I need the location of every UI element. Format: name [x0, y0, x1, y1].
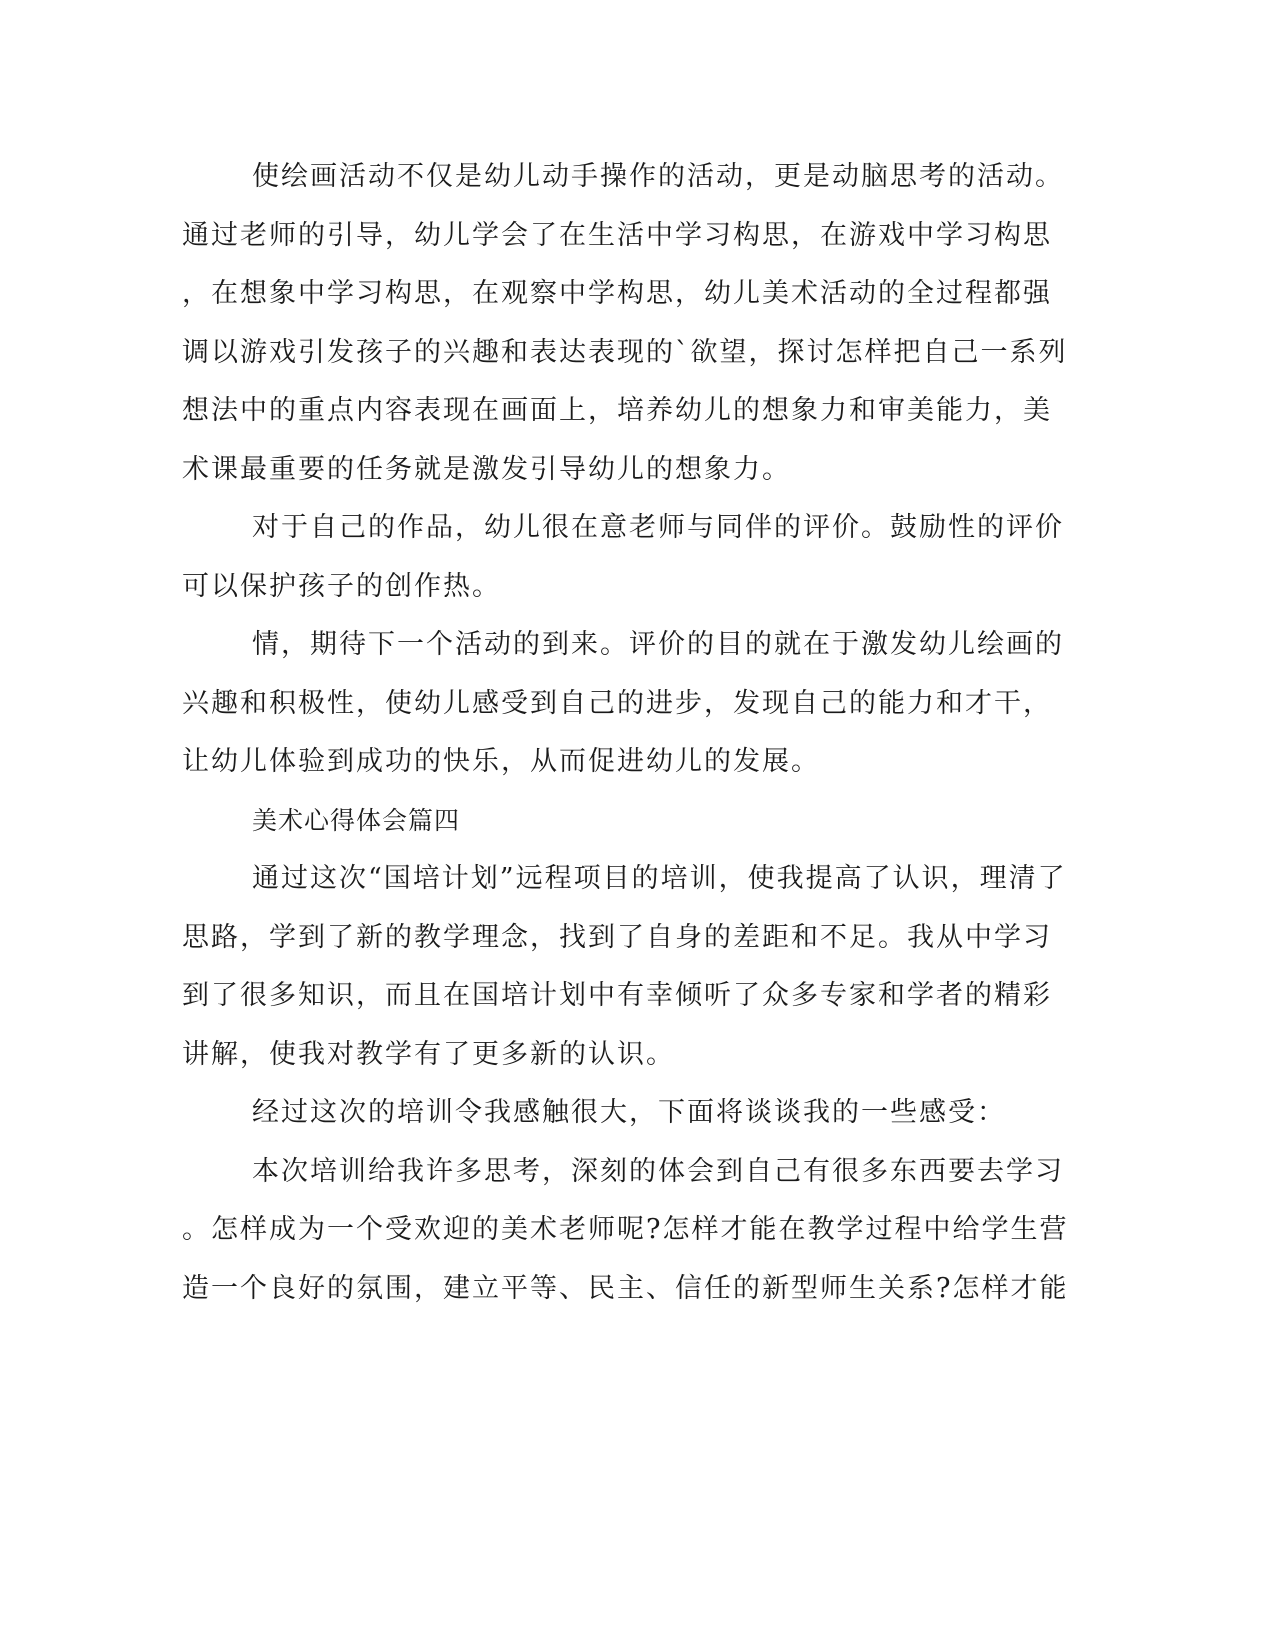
paragraph-line: 经过这次的培训令我感触很大，下面将谈谈我的一些感受：: [252, 1097, 1006, 1128]
paragraph-line: 造一个良好的氛围，建立平等、民主、信任的新型师生关系?怎样才能: [182, 1272, 1069, 1304]
paragraph-line: 到了很多知识，而且在国培计划中有幸倾听了众多专家和学者的精彩: [182, 980, 1052, 1011]
paragraph-line: 术课最重要的任务就是激发引导幼儿的想象力。: [182, 453, 791, 485]
paragraph-line: 通过老师的引导，幼儿学会了在生活中学习构思，在游戏中学习构思: [182, 219, 1052, 251]
paragraph-line: 可以保护孩子的创作热。: [182, 570, 501, 602]
paragraph-line: 使绘画活动不仅是幼儿动手操作的活动，更是动脑思考的活动。: [252, 161, 1064, 192]
paragraph-line: 通过这次“国培计划”远程项目的培训，使我提高了认识，理清了: [252, 863, 1067, 894]
paragraph-line: 让幼儿体验到成功的快乐，从而促进幼儿的发展。: [182, 746, 820, 777]
paragraph-line: 兴趣和积极性，使幼儿感受到自己的进步，发现自己的能力和才干，: [182, 687, 1052, 719]
paragraph-line: 思路，学到了新的教学理念，找到了自身的差距和不足。我从中学习: [182, 921, 1052, 953]
paragraph-line: 想法中的重点内容表现在画面上，培养幼儿的想象力和审美能力，美: [182, 395, 1052, 426]
paragraph-line: ，在想象中学习构思，在观察中学构思，幼儿美术活动的全过程都强: [182, 278, 1052, 309]
paragraph-line: 讲解，使我对教学有了更多新的认识。: [182, 1038, 675, 1070]
paragraph-line: 情，期待下一个活动的到来。评价的目的就在于激发幼儿绘画的: [252, 629, 1064, 660]
section-heading: 美术心得体会篇四: [252, 805, 461, 835]
document-body: [182, 148, 1069, 1318]
paragraph-line: 调以游戏引发孩子的兴趣和表达表现的`欲望，探讨怎样把自己一系列: [182, 336, 1068, 368]
paragraph-line: 。怎样成为一个受欢迎的美术老师呢?怎样才能在教学过程中给学生营: [182, 1214, 1069, 1245]
paragraph-line: 对于自己的作品，幼儿很在意老师与同伴的评价。鼓励性的评价: [252, 512, 1064, 543]
paragraph-line: 本次培训给我许多思考，深刻的体会到自己有很多东西要去学习: [252, 1155, 1064, 1187]
